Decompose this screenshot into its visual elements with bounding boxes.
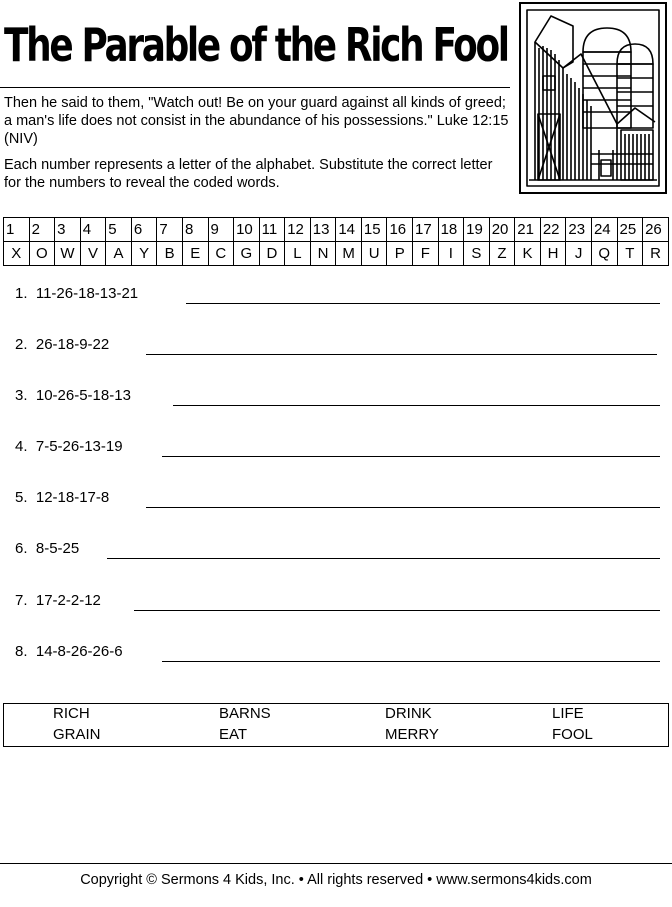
word-bank-word: RICH [53,705,90,722]
coded-word-label [15,591,101,611]
word-bank-word: GRAIN [53,726,101,743]
cipher-number: 5 [106,218,132,242]
page-title: The Parable of the Rich Fool [4,18,508,72]
question-number: 8. [15,643,28,660]
answer-line[interactable] [162,661,660,662]
word-bank [3,703,669,747]
cipher-number: 16 [387,218,413,242]
question-number: 3. [15,387,28,404]
cipher-number: 1 [4,218,30,242]
number-code: 17-2-2-12 [35,592,101,609]
cipher-letter: C [208,242,234,266]
coded-word-item [15,642,665,668]
cipher-number: 11 [259,218,285,242]
number-code: 26-18-9-22 [35,336,110,353]
cipher-number: 22 [540,218,566,242]
answer-line[interactable] [173,405,660,406]
footer-divider [0,863,672,864]
cipher-number: 12 [285,218,311,242]
coded-word-label [15,488,109,508]
cipher-letter: P [387,242,413,266]
cipher-letter: F [413,242,439,266]
coded-word-item [15,335,665,361]
cipher-letter: E [182,242,208,266]
coded-word-item [15,539,665,565]
cipher-number: 4 [80,218,106,242]
word-bank-word: BARNS [219,705,271,722]
cipher-number: 3 [55,218,81,242]
cipher-letter: D [259,242,285,266]
coded-word-label [15,437,123,457]
question-number: 7. [15,592,28,609]
coded-word-label [15,642,123,662]
cipher-letter: J [566,242,592,266]
cipher-letter: A [106,242,132,266]
coded-word-label [15,335,109,355]
coded-word-item [15,386,665,412]
cipher-letter: H [540,242,566,266]
question-number: 6. [15,540,28,557]
word-bank-word: FOOL [552,726,593,743]
number-code: 14-8-26-26-6 [35,643,123,660]
cipher-letter: U [361,242,387,266]
answer-line[interactable] [134,610,660,611]
cipher-letter: V [80,242,106,266]
title-divider [0,87,510,88]
barn-illustration [519,2,667,194]
cipher-letter: S [464,242,490,266]
answer-line[interactable] [186,303,660,304]
cipher-number-row [4,218,669,242]
cipher-number: 8 [182,218,208,242]
cipher-number: 19 [464,218,490,242]
cipher-letter: Y [131,242,157,266]
cipher-number: 2 [29,218,55,242]
coded-word-item [15,591,665,617]
cipher-letter: R [643,242,669,266]
cipher-letter: K [515,242,541,266]
cipher-letter: I [438,242,464,266]
cipher-letter: N [310,242,336,266]
number-code: 7-5-26-13-19 [35,438,123,455]
question-number: 4. [15,438,28,455]
answer-line[interactable] [146,507,660,508]
cipher-number: 9 [208,218,234,242]
answer-line[interactable] [146,354,657,355]
number-code: 8-5-25 [35,540,80,557]
cipher-number: 21 [515,218,541,242]
cipher-number: 18 [438,218,464,242]
cipher-number: 25 [617,218,643,242]
cipher-letter: T [617,242,643,266]
coded-word-item [15,437,665,463]
cipher-number: 23 [566,218,592,242]
cipher-letter: L [285,242,311,266]
question-number: 1. [15,285,28,302]
cipher-table [3,217,669,266]
coded-word-item [15,284,665,310]
cipher-number: 6 [131,218,157,242]
number-code: 10-26-5-18-13 [35,387,131,404]
cipher-letter: Q [591,242,617,266]
word-bank-word: LIFE [552,705,584,722]
cipher-number: 13 [310,218,336,242]
cipher-letter: B [157,242,183,266]
cipher-letter: G [234,242,260,266]
cipher-letter-row [4,242,669,266]
coded-word-label [15,539,79,559]
instructions-text: Each number represents a letter of the alphabet. Substitute the correct letter for the numbers to reveal the coded words. [4,157,493,191]
number-code: 12-18-17-8 [35,489,110,506]
barn-icon [521,4,665,192]
cipher-number: 17 [413,218,439,242]
cipher-number: 20 [489,218,515,242]
coded-word-item [15,488,665,514]
word-bank-word: MERRY [385,726,439,743]
copyright-footer: Copyright © Sermons 4 Kids, Inc. • All rights reserved • www.sermons4kids.com [80,872,592,888]
cipher-letter: M [336,242,362,266]
word-bank-word: DRINK [385,705,432,722]
cipher-letter: W [55,242,81,266]
answer-line[interactable] [107,558,660,559]
question-number: 2. [15,336,28,353]
word-bank-word: EAT [219,726,248,743]
answer-line[interactable] [162,456,660,457]
scripture-verse: Then he said to them, "Watch out! Be on your guard against all kinds of greed; a man's life does not consist in the abundance of his possessions." Luke 12:15 (NIV) [4,95,509,147]
number-code: 11-26-18-13-21 [35,285,139,302]
cipher-number: 15 [361,218,387,242]
question-number: 5. [15,489,28,506]
cipher-letter: Z [489,242,515,266]
cipher-number: 7 [157,218,183,242]
coded-word-label [15,284,138,304]
cipher-letter: X [4,242,30,266]
cipher-number: 24 [591,218,617,242]
coded-word-label [15,386,131,406]
cipher-number: 10 [234,218,260,242]
cipher-number: 14 [336,218,362,242]
cipher-number: 26 [643,218,669,242]
cipher-letter: O [29,242,55,266]
